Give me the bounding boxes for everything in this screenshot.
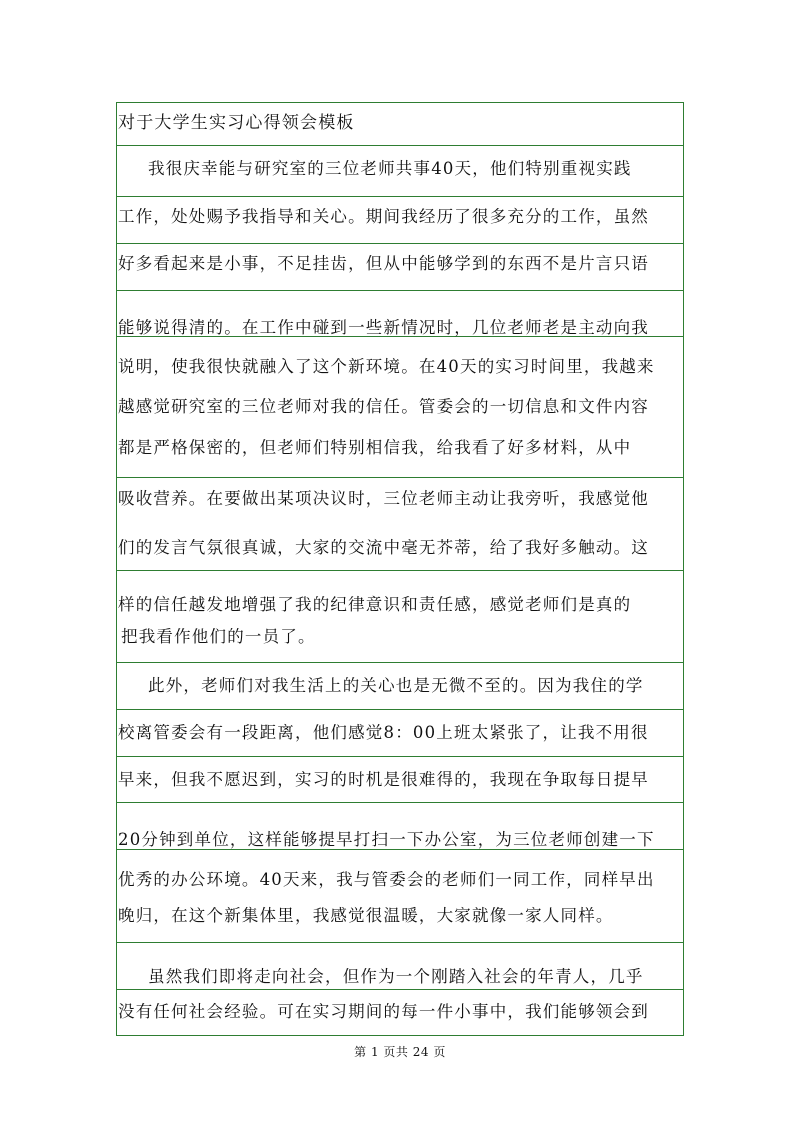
body-line-16: 优秀的办公环境。40天来，我与管委会的老师们一同工作，同样早出 xyxy=(118,870,655,889)
body-line-9: 们的发言气氛很真诚，大家的交流中毫无芥蒂，给了我好多触动。这 xyxy=(118,538,649,557)
body-line-5: 说明，使我很快就融入了这个新环境。在40天的实习时间里，我越来 xyxy=(118,357,655,376)
rule-line xyxy=(116,1035,684,1036)
body-line-1: 我很庆幸能与研究室的三位老师共事40天，他们特别重视实践 xyxy=(148,159,632,178)
body-line-17: 晚归，在这个新集体里，我感觉很温暖，大家就像一家人同样。 xyxy=(118,906,614,925)
body-line-8: 吸收营养。在要做出某项决议时，三位老师主动让我旁听，我感觉他 xyxy=(118,489,649,508)
body-line-18: 虽然我们即将走向社会，但作为一个刚踏入社会的年青人，几乎 xyxy=(148,967,644,986)
body-line-15: 20分钟到单位，这样能够提早打扫一下办公室，为三位老师创建一下 xyxy=(118,830,655,849)
body-line-13: 校离管委会有一段距离，他们感觉8：00上班太紧张了，让我不用很 xyxy=(118,723,649,742)
rule-line xyxy=(116,102,684,103)
table-frame xyxy=(116,102,684,1035)
body-line-11: 把我看作他们的一员了。 xyxy=(121,627,316,646)
rule-line xyxy=(116,756,684,757)
body-line-2: 工作，处处赐予我指导和关心。期间我经历了很多充分的工作，虽然 xyxy=(118,207,649,226)
body-line-4: 能够说得清的。在工作中碰到一些新情况时，几位老师老是主动向我 xyxy=(118,318,649,337)
page-number: 第 1 页共 24 页 xyxy=(354,1045,446,1059)
rule-line xyxy=(116,477,684,478)
page-title: 对于大学生实习心得领会模板 xyxy=(118,113,355,133)
body-line-6: 越感觉研究室的三位老师对我的信任。管委会的一切信息和文件内容 xyxy=(118,397,649,416)
body-line-3: 好多看起来是小事，不足挂齿，但从中能够学到的东西不是片言只语 xyxy=(118,254,649,273)
body-line-19: 没有任何社会经验。可在实习期间的每一件小事中，我们能够领会到 xyxy=(118,1002,649,1021)
body-line-12: 此外，老师们对我生活上的关心也是无微不至的。因为我住的学 xyxy=(148,676,644,695)
rule-line xyxy=(116,709,684,710)
body-line-10: 样的信任越发地增强了我的纪律意识和责任感，感觉老师们是真的 xyxy=(118,595,632,614)
rule-line xyxy=(116,570,684,571)
rule-line xyxy=(116,196,684,197)
rule-line xyxy=(116,145,684,146)
body-line-7: 都是严格保密的，但老师们特别相信我，给我看了好多材料，从中 xyxy=(118,438,632,457)
rule-line xyxy=(116,243,684,244)
body-line-14: 早来，但我不愿迟到，实习的时机是很难得的，我现在争取每日提早 xyxy=(118,770,649,789)
rule-line xyxy=(116,290,684,291)
rule-line xyxy=(116,662,684,663)
rule-line xyxy=(116,989,684,990)
rule-line xyxy=(116,942,684,943)
rule-line xyxy=(116,802,684,803)
